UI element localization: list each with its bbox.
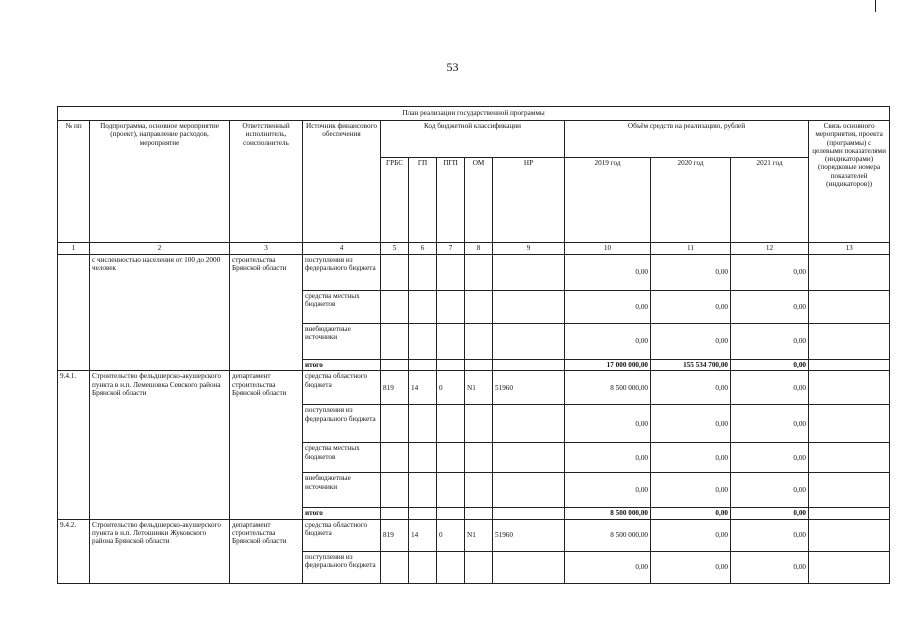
funding-source: поступления из федерального бюджета (303, 405, 381, 443)
header-2019: 2019 год (565, 158, 651, 243)
funding-source: итого (303, 360, 381, 371)
item-name: Строительство фельдшерско-акушерского пункта в н.п. Летошники Жуковского района Брянской области (90, 519, 230, 583)
funding-source: итого (303, 508, 381, 519)
code-gp: 14 (409, 519, 437, 551)
funding-source: средства местных бюджетов (303, 291, 381, 324)
value-2020: 0,00 (651, 519, 731, 551)
value-2020: 0,00 (651, 371, 731, 405)
header-subprogram: Подпрограмма, основное мероприятие (проект), направление расходов, мероприятие (90, 121, 230, 243)
item-number: 9.4.1. (58, 371, 90, 519)
col-number: 6 (409, 243, 437, 255)
code-grbs: 819 (381, 371, 409, 405)
code-om: N1 (465, 371, 493, 405)
item-name: с численностью населения от 100 до 2000 человек (90, 255, 230, 371)
header-om: ОМ (465, 158, 493, 243)
value-2020: 0,00 (651, 443, 731, 473)
header-2021: 2021 год (731, 158, 809, 243)
code-gp: 14 (409, 371, 437, 405)
funding-source: поступления из федерального бюджета (303, 255, 381, 291)
col-number: 10 (565, 243, 651, 255)
value-2021: 0,00 (731, 324, 809, 360)
value-2021: 0,00 (731, 405, 809, 443)
value-2021: 0,00 (731, 255, 809, 291)
code-om: N1 (465, 519, 493, 551)
value-2019: 0,00 (565, 291, 651, 324)
item-number (58, 255, 90, 371)
col-number: 5 (381, 243, 409, 255)
value-2021: 0,00 (731, 371, 809, 405)
col-number: 2 (90, 243, 230, 255)
code-pgp: 0 (437, 371, 465, 405)
value-2019: 0,00 (565, 324, 651, 360)
code-nr: 51960 (493, 519, 565, 551)
col-number: 1 (58, 243, 90, 255)
funding-source: внебюджетные источники (303, 324, 381, 360)
value-2019: 0,00 (565, 551, 651, 583)
value-2020: 0,00 (651, 551, 731, 583)
col-number: 11 (651, 243, 731, 255)
total-2020: 0,00 (651, 508, 731, 519)
col-number: 13 (809, 243, 890, 255)
column-numbers-row (58, 243, 890, 255)
item-number: 9.4.2. (58, 519, 90, 583)
table-row (58, 519, 890, 551)
header-nr: НР (493, 158, 565, 243)
header-gp: ГП (409, 158, 437, 243)
header-responsible: Ответственный исполнитель, соисполнитель (230, 121, 303, 243)
col-number: 3 (230, 243, 303, 255)
item-responsible: департамент строительства Брянской области (230, 371, 303, 519)
value-2021: 0,00 (731, 519, 809, 551)
header-2020: 2020 год (651, 158, 731, 243)
code-grbs: 819 (381, 519, 409, 551)
value-2021: 0,00 (731, 291, 809, 324)
header-grbs: ГРБС (381, 158, 409, 243)
table-caption: План реализации государственной программы (58, 107, 890, 121)
header-link: Связь основного мероприятия, проекта (программы) с целевыми показателями (индикаторами) (порядковые номера показателей (индикаторов)) (809, 121, 890, 243)
value-2021: 0,00 (731, 443, 809, 473)
funding-source: поступления из федерального бюджета (303, 551, 381, 583)
col-number: 8 (465, 243, 493, 255)
item-name: Строительство фельдшерско-акушерского пункта в н.п. Лемешовка Севского района Брянской области (90, 371, 230, 519)
plan-table (57, 106, 890, 584)
value-2021: 0,00 (731, 473, 809, 508)
value-2019: 8 500 000,00 (565, 371, 651, 405)
binding-mark (875, 0, 876, 12)
code-pgp: 0 (437, 519, 465, 551)
value-2021: 0,00 (731, 551, 809, 583)
col-number: 4 (303, 243, 381, 255)
value-2019: 0,00 (565, 405, 651, 443)
value-2020: 0,00 (651, 255, 731, 291)
value-2019: 0,00 (565, 473, 651, 508)
header-pgp: ПГП (437, 158, 465, 243)
total-2021: 0,00 (731, 508, 809, 519)
total-2021: 0,00 (731, 360, 809, 371)
funding-source: средства местных бюджетов (303, 443, 381, 473)
table-row (58, 371, 890, 405)
code-nr: 51960 (493, 371, 565, 405)
value-2019: 8 500 000,00 (565, 519, 651, 551)
col-number: 7 (437, 243, 465, 255)
header-num: № пп (58, 121, 90, 243)
value-2019: 0,00 (565, 443, 651, 473)
col-number: 9 (493, 243, 565, 255)
total-2019: 17 000 000,00 (565, 360, 651, 371)
value-2020: 0,00 (651, 405, 731, 443)
page-number: 53 (446, 60, 459, 74)
item-responsible: департамент строительства Брянской области (230, 519, 303, 583)
value-2019: 0,00 (565, 255, 651, 291)
funding-source: средства областного бюджета (303, 371, 381, 405)
col-number: 12 (731, 243, 809, 255)
header-source: Источник финансового обеспечения (303, 121, 381, 243)
value-2020: 0,00 (651, 291, 731, 324)
table-row (58, 255, 890, 291)
value-2020: 0,00 (651, 324, 731, 360)
funding-source: внебюджетные источники (303, 473, 381, 508)
total-2019: 8 500 000,00 (565, 508, 651, 519)
header-budget-code: Код бюджетной классификации (381, 121, 565, 158)
header-volume: Объём средств на реализацию, рублей (565, 121, 809, 158)
item-responsible: строительства Брянской области (230, 255, 303, 371)
value-2020: 0,00 (651, 473, 731, 508)
total-2020: 155 534 700,00 (651, 360, 731, 371)
funding-source: средства областного бюджета (303, 519, 381, 551)
